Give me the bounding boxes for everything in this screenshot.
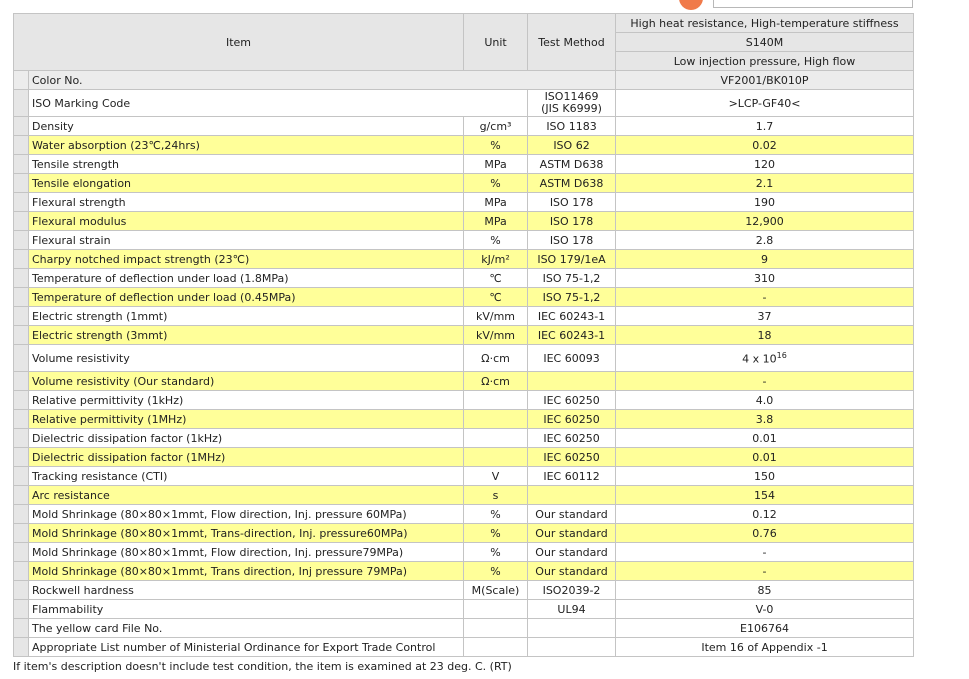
row-item: The yellow card File No. xyxy=(29,619,464,638)
row-unit: kJ/m² xyxy=(464,250,528,269)
row-unit: Ω·cm xyxy=(464,345,528,372)
row-marker xyxy=(14,543,29,562)
row-value xyxy=(616,269,914,288)
table-row xyxy=(14,155,914,174)
row-value xyxy=(616,250,914,269)
row-unit: % xyxy=(464,562,528,581)
row-item: Temperature of deflection under load (1.8MPa) xyxy=(29,269,464,288)
row-value-text: 2.8 xyxy=(755,233,774,247)
row-marker xyxy=(14,117,29,136)
iso-method-line2: (JIS K6999) xyxy=(541,102,602,115)
row-value xyxy=(616,136,914,155)
row-value xyxy=(616,307,914,326)
row-value-text: 9 xyxy=(761,252,769,266)
row-value xyxy=(616,505,914,524)
row-value xyxy=(616,231,914,250)
row-value-text: 3.8 xyxy=(755,412,774,426)
table-row xyxy=(14,543,914,562)
row-item: Mold Shrinkage (80×80×1mmt, Flow direction, Inj. pressure79MPa) xyxy=(29,543,464,562)
row-unit xyxy=(464,429,528,448)
row-marker xyxy=(14,231,29,250)
table-row xyxy=(14,505,914,524)
row-unit: % xyxy=(464,524,528,543)
footnote: If item's description doesn't include test condition, the item is examined at 23 deg. C. (RT) xyxy=(13,660,512,673)
grade-header: S140M xyxy=(616,33,914,52)
row-marker xyxy=(14,410,29,429)
row-unit: ℃ xyxy=(464,288,528,307)
table-row xyxy=(14,486,914,505)
table-row xyxy=(14,288,914,307)
row-item: Tensile elongation xyxy=(29,174,464,193)
row-value xyxy=(616,524,914,543)
row-value-text: 4.0 xyxy=(755,393,774,407)
row-marker xyxy=(14,638,29,657)
row-method: IEC 60250 xyxy=(528,448,616,467)
row-item: Mold Shrinkage (80×80×1mmt, Trans-direction, Inj. pressure60MPa) xyxy=(29,524,464,543)
row-item: Charpy notched impact strength (23℃) xyxy=(29,250,464,269)
table-row xyxy=(14,193,914,212)
row-value xyxy=(616,212,914,231)
row-item: Density xyxy=(29,117,464,136)
row-method: ISO2039-2 xyxy=(528,581,616,600)
row-value-text: 37 xyxy=(757,309,772,323)
table-row xyxy=(14,410,914,429)
row-method: Our standard xyxy=(528,524,616,543)
row-unit: g/cm³ xyxy=(464,117,528,136)
row-value xyxy=(616,581,914,600)
row-unit xyxy=(464,600,528,619)
row-unit: % xyxy=(464,505,528,524)
table-row xyxy=(14,524,914,543)
row-value xyxy=(616,155,914,174)
row-value-text: 190 xyxy=(754,195,776,209)
row-method: ISO 178 xyxy=(528,212,616,231)
row-item: Flexural strain xyxy=(29,231,464,250)
table-row xyxy=(14,174,914,193)
row-method: ISO 178 xyxy=(528,193,616,212)
table-row xyxy=(14,231,914,250)
iso-marking-label: ISO Marking Code xyxy=(29,90,528,117)
table-row xyxy=(14,619,914,638)
row-marker xyxy=(14,212,29,231)
color-row xyxy=(14,71,914,90)
row-item: Electric strength (3mmt) xyxy=(29,326,464,345)
row-item: Mold Shrinkage (80×80×1mmt, Trans direction, Inj pressure 79MPa) xyxy=(29,562,464,581)
row-item: Electric strength (1mmt) xyxy=(29,307,464,326)
row-method xyxy=(528,638,616,657)
row-unit: s xyxy=(464,486,528,505)
row-value xyxy=(616,372,914,391)
row-value-text: 0.01 xyxy=(752,450,777,464)
color-label: Color No. xyxy=(29,71,616,90)
row-value-text: - xyxy=(762,374,767,388)
row-value-text: - xyxy=(762,545,767,559)
row-value xyxy=(616,448,914,467)
row-method xyxy=(528,619,616,638)
row-method: ASTM D638 xyxy=(528,174,616,193)
row-value xyxy=(616,638,914,657)
row-item: Arc resistance xyxy=(29,486,464,505)
row-unit: % xyxy=(464,174,528,193)
table-row xyxy=(14,326,914,345)
row-method: IEC 60250 xyxy=(528,410,616,429)
row-unit: % xyxy=(464,136,528,155)
row-value-text: - xyxy=(762,290,767,304)
row-value xyxy=(616,391,914,410)
row-item: Relative permittivity (1kHz) xyxy=(29,391,464,410)
row-unit: ℃ xyxy=(464,269,528,288)
row-method: ISO 178 xyxy=(528,231,616,250)
row-item: Relative permittivity (1MHz) xyxy=(29,410,464,429)
color-value: VF2001/BK010P xyxy=(616,71,914,90)
row-item: Appropriate List number of Ministerial Ordinance for Export Trade Control xyxy=(29,638,464,657)
row-value xyxy=(616,410,914,429)
row-value xyxy=(616,543,914,562)
row-item: Dielectric dissipation factor (1MHz) xyxy=(29,448,464,467)
row-value-text: - xyxy=(762,564,767,578)
row-value xyxy=(616,117,914,136)
row-unit xyxy=(464,638,528,657)
row-value xyxy=(616,600,914,619)
row-marker xyxy=(14,448,29,467)
row-value-text: 12,900 xyxy=(745,214,784,228)
table-row xyxy=(14,269,914,288)
row-value-text: 0.02 xyxy=(752,138,777,152)
row-item: Dielectric dissipation factor (1kHz) xyxy=(29,429,464,448)
row-marker xyxy=(14,307,29,326)
row-value-text: 4 x 10 xyxy=(742,352,777,366)
top-decoration xyxy=(0,0,969,12)
iso-method-line1: ISO11469 xyxy=(544,90,599,103)
row-method: IEC 60250 xyxy=(528,429,616,448)
table-row xyxy=(14,212,914,231)
row-method: IEC 60243-1 xyxy=(528,326,616,345)
row-unit: kV/mm xyxy=(464,307,528,326)
row-method: ISO 179/1eA xyxy=(528,250,616,269)
row-value xyxy=(616,174,914,193)
row-value xyxy=(616,467,914,486)
row-method: UL94 xyxy=(528,600,616,619)
row-value-text: E106764 xyxy=(740,621,789,635)
row-value-exponent: 16 xyxy=(776,350,787,360)
table-row xyxy=(14,600,914,619)
table-row xyxy=(14,429,914,448)
row-value-text: 0.01 xyxy=(752,431,777,445)
iso-marking-value: >LCP-GF40< xyxy=(616,90,914,117)
row-marker xyxy=(14,581,29,600)
row-marker xyxy=(14,326,29,345)
top-input-box[interactable] xyxy=(713,0,913,8)
row-marker xyxy=(14,600,29,619)
table-row xyxy=(14,117,914,136)
table-row xyxy=(14,250,914,269)
table-row xyxy=(14,345,914,372)
table-row xyxy=(14,467,914,486)
row-item: Tracking resistance (CTI) xyxy=(29,467,464,486)
row-method: IEC 60093 xyxy=(528,345,616,372)
row-value xyxy=(616,345,914,372)
row-unit: % xyxy=(464,543,528,562)
row-item: Mold Shrinkage (80×80×1mmt, Flow direction, Inj. pressure 60MPa) xyxy=(29,505,464,524)
row-method: ISO 75-1,2 xyxy=(528,269,616,288)
row-marker xyxy=(14,505,29,524)
table-row xyxy=(14,448,914,467)
header-row-1 xyxy=(14,14,914,33)
spec-table xyxy=(13,13,914,657)
row-item: Flexural modulus xyxy=(29,212,464,231)
row-value xyxy=(616,562,914,581)
row-item: Volume resistivity xyxy=(29,345,464,372)
row-value-text: V-0 xyxy=(755,602,774,616)
row-marker xyxy=(14,619,29,638)
iso-marking-method xyxy=(528,90,616,117)
table-row xyxy=(14,581,914,600)
row-unit: MPa xyxy=(464,155,528,174)
row-marker xyxy=(14,524,29,543)
row-unit: MPa xyxy=(464,212,528,231)
table-row xyxy=(14,562,914,581)
row-marker xyxy=(14,391,29,410)
row-marker xyxy=(14,269,29,288)
iso-marking-row xyxy=(14,90,914,117)
table-row xyxy=(14,638,914,657)
row-value xyxy=(616,486,914,505)
row-method: Our standard xyxy=(528,505,616,524)
row-marker xyxy=(14,288,29,307)
row-method: Our standard xyxy=(528,562,616,581)
row-marker xyxy=(14,193,29,212)
row-unit: % xyxy=(464,231,528,250)
row-value-text: 310 xyxy=(754,271,776,285)
row-marker xyxy=(14,372,29,391)
table-row xyxy=(14,391,914,410)
row-method: Our standard xyxy=(528,543,616,562)
row-method xyxy=(528,372,616,391)
row-method xyxy=(528,486,616,505)
row-method: IEC 60112 xyxy=(528,467,616,486)
row-value xyxy=(616,193,914,212)
row-marker xyxy=(14,562,29,581)
row-value-text: 18 xyxy=(757,328,772,342)
row-value xyxy=(616,288,914,307)
row-value-text: Item 16 of Appendix -1 xyxy=(701,640,828,654)
row-marker xyxy=(14,486,29,505)
row-method: ISO 1183 xyxy=(528,117,616,136)
row-unit xyxy=(464,448,528,467)
row-item: Water absorption (23℃,24hrs) xyxy=(29,136,464,155)
row-marker xyxy=(14,429,29,448)
feature-top-header: High heat resistance, High-temperature stiffness xyxy=(616,14,914,33)
row-value-text: 1.7 xyxy=(755,119,774,133)
row-item: Flammability xyxy=(29,600,464,619)
row-item: Rockwell hardness xyxy=(29,581,464,600)
method-header: Test Method xyxy=(528,14,616,71)
row-item: Volume resistivity (Our standard) xyxy=(29,372,464,391)
row-unit: V xyxy=(464,467,528,486)
row-unit xyxy=(464,619,528,638)
row-item: Temperature of deflection under load (0.45MPa) xyxy=(29,288,464,307)
row-item: Tensile strength xyxy=(29,155,464,174)
row-marker xyxy=(14,250,29,269)
row-value-text: 0.12 xyxy=(752,507,777,521)
row-unit xyxy=(464,410,528,429)
row-unit xyxy=(464,391,528,410)
row-unit: M(Scale) xyxy=(464,581,528,600)
row-marker xyxy=(14,467,29,486)
item-header: Item xyxy=(14,14,464,71)
row-value xyxy=(616,326,914,345)
row-unit: Ω·cm xyxy=(464,372,528,391)
row-value-text: 85 xyxy=(757,583,772,597)
table-row xyxy=(14,307,914,326)
table-row xyxy=(14,372,914,391)
row-marker xyxy=(14,345,29,372)
row-unit: kV/mm xyxy=(464,326,528,345)
table-row xyxy=(14,136,914,155)
row-value-text: 120 xyxy=(754,157,776,171)
row-value xyxy=(616,619,914,638)
orange-circle-icon xyxy=(679,0,703,10)
row-method: ASTM D638 xyxy=(528,155,616,174)
row-value-text: 154 xyxy=(754,488,776,502)
unit-header: Unit xyxy=(464,14,528,71)
row-value-text: 0.76 xyxy=(752,526,777,540)
row-value-text: 150 xyxy=(754,469,776,483)
row-value-text: 2.1 xyxy=(755,176,774,190)
row-method: ISO 62 xyxy=(528,136,616,155)
row-unit: MPa xyxy=(464,193,528,212)
row-marker xyxy=(14,136,29,155)
row-method: IEC 60250 xyxy=(528,391,616,410)
feature-bottom-header: Low injection pressure, High flow xyxy=(616,52,914,71)
row-marker xyxy=(14,155,29,174)
row-item: Flexural strength xyxy=(29,193,464,212)
row-method: ISO 75-1,2 xyxy=(528,288,616,307)
row-method: IEC 60243-1 xyxy=(528,307,616,326)
row-marker xyxy=(14,174,29,193)
row-value xyxy=(616,429,914,448)
